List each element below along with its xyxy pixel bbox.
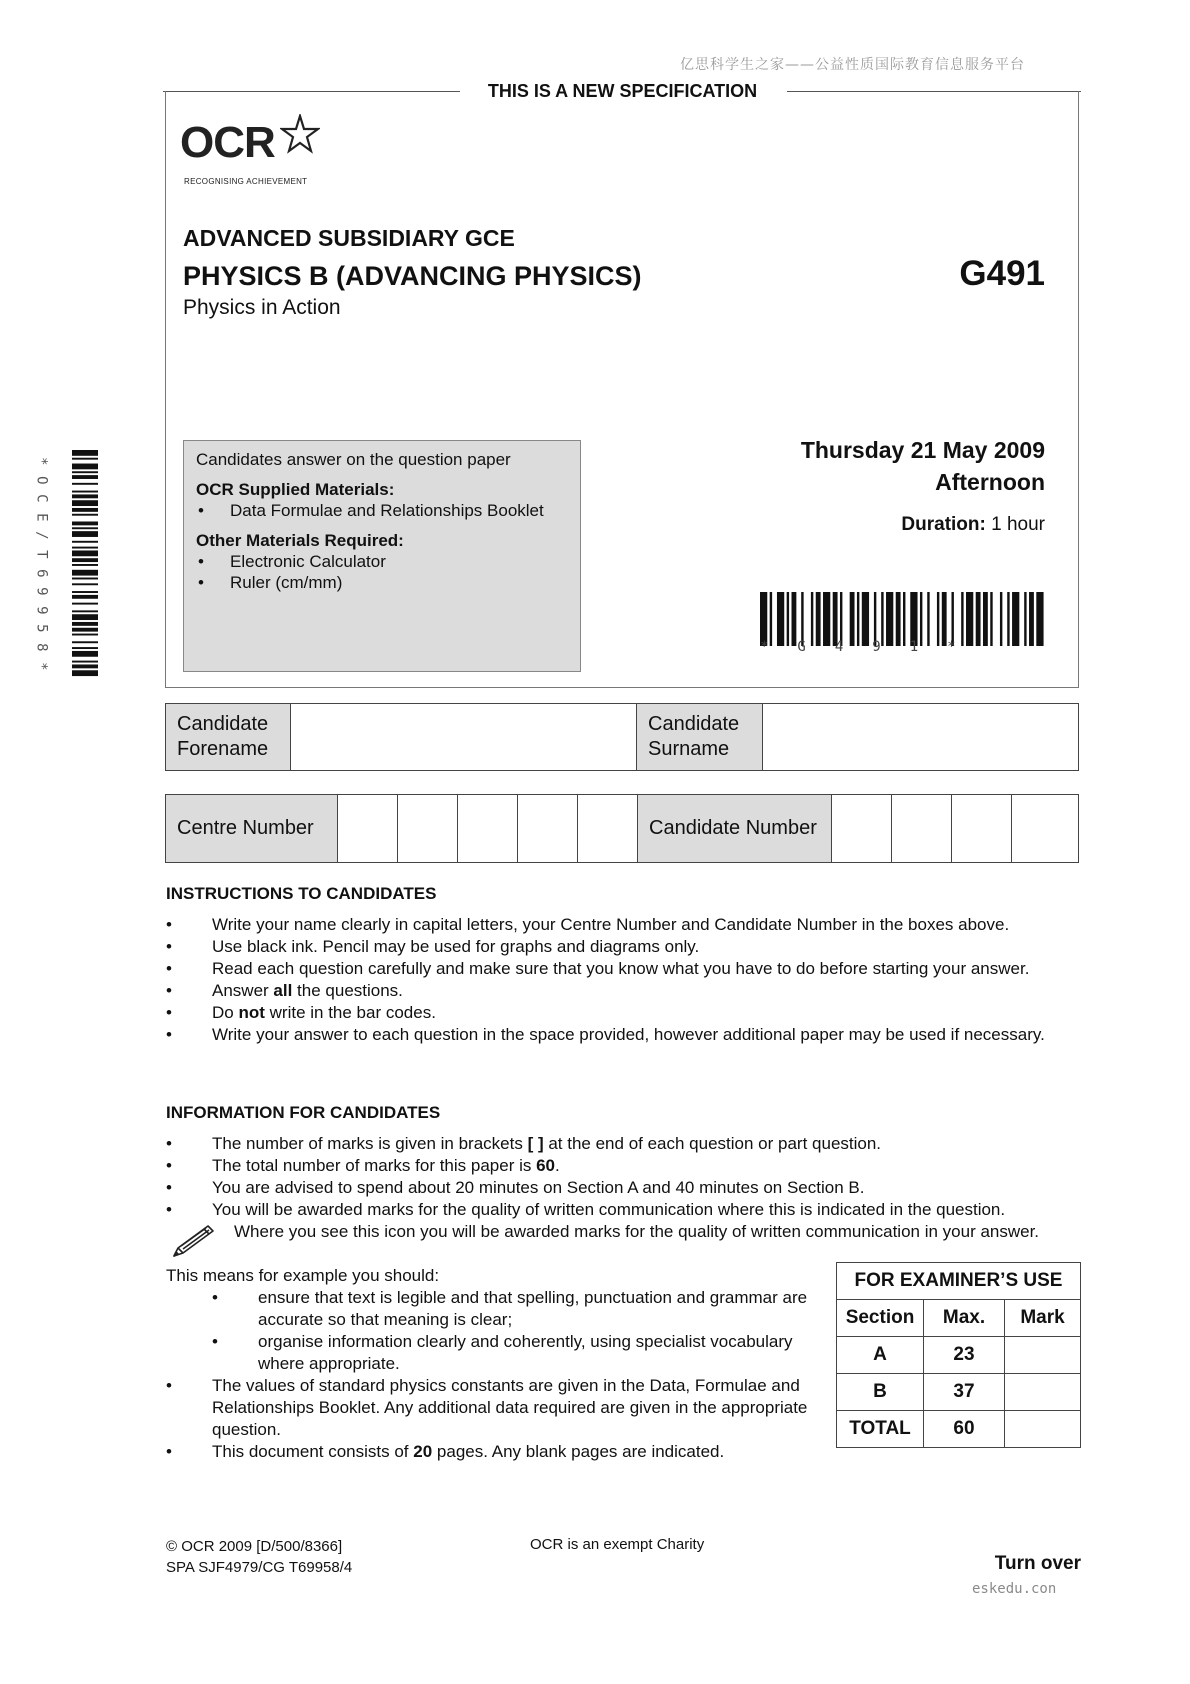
star-icon: [280, 114, 320, 154]
side-barcode-char: O: [33, 475, 50, 485]
surname-label-line: Candidate: [648, 713, 740, 735]
side-barcode-char: *: [33, 661, 50, 671]
forename-label-line: Candidate: [177, 713, 269, 735]
info-item: • You will be awarded marks for the quality of written communication where this is indicated in the question.: [166, 1199, 1086, 1221]
side-barcode-char: *: [33, 457, 50, 466]
info-item: [166, 1441, 816, 1463]
max-cell: 23: [924, 1337, 1005, 1374]
mark-cell[interactable]: [1005, 1337, 1081, 1374]
subject-title: PHYSICS B (ADVANCING PHYSICS): [183, 261, 642, 291]
exam-session: Afternoon: [935, 469, 1045, 495]
info-item: [166, 1155, 1086, 1177]
duration-label: Duration:: [901, 514, 986, 535]
materials-box: [183, 440, 581, 672]
side-barcode-char: C: [33, 494, 50, 503]
duration-value: 1 hour: [991, 514, 1045, 535]
exam-date-block: [740, 434, 1045, 498]
means-item: • ensure that text is legible and that spelling, punctuation and grammar are accurate so that meaning is clear;: [212, 1287, 822, 1331]
centre-number-label: Centre Number: [166, 795, 338, 863]
surname-label-line: Surname: [648, 738, 730, 760]
spec-notice: THIS IS A NEW SPECIFICATION: [487, 81, 758, 101]
centre-number-box[interactable]: [338, 795, 398, 863]
component-title: Physics in Action: [183, 296, 341, 319]
duration: [740, 514, 1045, 536]
section-cell: B: [837, 1374, 924, 1411]
max-cell: 60: [924, 1411, 1005, 1448]
table-row: [837, 1374, 1081, 1411]
qwc-icon-note: Where you see this icon you will be awarded marks for the quality of written communication in your answer.: [234, 1222, 1040, 1241]
instruction-emphasis: all: [273, 981, 293, 1000]
side-barcode-char: 9: [33, 605, 50, 615]
col-header: Max.: [924, 1300, 1005, 1337]
supplied-item: • Data Formulae and Relationships Booklet: [196, 500, 568, 521]
spa-code: SPA SJF4979/CG T69958/4: [166, 1559, 353, 1576]
information-list-continued: [166, 1375, 816, 1463]
footer-left: [166, 1536, 352, 1578]
unit-code: G491: [959, 254, 1045, 293]
turn-over: Turn over: [994, 1553, 1081, 1574]
instruction-text: Answer: [212, 981, 274, 1000]
candidate-name-table: [165, 703, 1079, 771]
forename-field[interactable]: [291, 704, 637, 771]
side-barcode-text: [33, 452, 49, 675]
section-cell: A: [837, 1337, 924, 1374]
instruction-item: • Write your name clearly in capital letters, your Centre Number and Candidate Number in the boxes above.: [166, 914, 1086, 936]
side-barcode-char: T: [33, 550, 50, 559]
info-emphasis: [ ]: [527, 1134, 544, 1153]
instructions-list: [166, 914, 1086, 1046]
watermark-top: 亿思科学生之家——公益性质国际教育信息服务平台: [680, 57, 1025, 73]
side-barcode-char: E: [33, 512, 50, 522]
instruction-text: write in the bar codes.: [264, 1003, 436, 1022]
logo-word: OCR: [180, 118, 275, 167]
info-text: The total number of marks for this paper is: [212, 1156, 537, 1175]
info-emphasis: 20: [413, 1442, 433, 1461]
side-barcode-char: 6: [33, 568, 50, 578]
ocr-logo: [180, 118, 275, 168]
candidate-number-box[interactable]: [892, 795, 952, 863]
col-header: Mark: [1005, 1300, 1081, 1337]
candidate-number-box[interactable]: [832, 795, 892, 863]
side-barcode: [72, 450, 98, 678]
means-item: • organise information clearly and coherently, using specialist vocabulary where appropriate.: [212, 1331, 822, 1375]
forename-label: [166, 704, 291, 771]
other-item: • Electronic Calculator: [196, 551, 568, 572]
site-watermark: eskedu.con: [972, 1581, 1057, 1597]
candidate-number-box[interactable]: [1012, 795, 1079, 863]
info-text: pages. Any blank pages are indicated.: [432, 1442, 725, 1461]
barcode: [760, 592, 1046, 646]
information-heading: INFORMATION FOR CANDIDATES: [166, 1103, 441, 1122]
surname-field[interactable]: [763, 704, 1079, 771]
table-row: [837, 1337, 1081, 1374]
forename-label-line: Forename: [177, 738, 269, 760]
centre-number-box[interactable]: [398, 795, 458, 863]
candidate-number-label: Candidate Number: [638, 795, 832, 863]
answer-note: Candidates answer on the question paper: [196, 450, 511, 469]
candidate-number-table: [165, 794, 1079, 863]
centre-number-box[interactable]: [578, 795, 638, 863]
side-barcode-char: /: [33, 531, 50, 540]
info-item: [166, 1133, 1086, 1155]
means-text: This means for example you should:: [166, 1266, 440, 1285]
side-barcode-char: 9: [33, 587, 50, 596]
col-header: Section: [837, 1300, 924, 1337]
information-list: [166, 1133, 1086, 1221]
info-item: • You are advised to spend about 20 minutes on Section A and 40 minutes on Section B.: [166, 1177, 1086, 1199]
charity-note: OCR is an exempt Charity: [530, 1536, 705, 1553]
info-emphasis: 60: [536, 1156, 556, 1175]
instruction-emphasis: not: [238, 1003, 265, 1022]
side-barcode-char: 8: [33, 643, 50, 652]
instruction-item: [166, 1002, 1086, 1024]
instruction-text: the questions.: [292, 981, 403, 1000]
info-item: • The values of standard physics constants are given in the Data, Formulae and Relationships Booklet. Any additional data required are given in the appropriate question.: [166, 1375, 816, 1441]
exam-date: Thursday 21 May 2009: [800, 437, 1045, 463]
max-cell: 37: [924, 1374, 1005, 1411]
side-barcode-char: 5: [33, 624, 50, 633]
examiner-title: FOR EXAMINER’S USE: [837, 1263, 1081, 1300]
instruction-item: • Use black ink. Pencil may be used for graphs and diagrams only.: [166, 936, 1086, 958]
instruction-item: • Write your answer to each question in the space provided, however additional paper may be used if necessary.: [166, 1024, 1086, 1046]
info-text: The number of marks is given in brackets: [212, 1134, 528, 1153]
other-item: • Ruler (cm/mm): [196, 572, 568, 593]
copyright: © OCR 2009 [D/500/8366]: [166, 1538, 343, 1555]
instructions-heading: INSTRUCTIONS TO CANDIDATES: [166, 884, 437, 903]
other-heading: Other Materials Required:: [196, 531, 404, 550]
qualification: ADVANCED SUBSIDIARY GCE: [183, 225, 515, 251]
instruction-text: Do: [212, 1003, 239, 1022]
pencil-icon: [168, 1220, 220, 1262]
barcode-text: *G491*: [760, 639, 985, 655]
table-row: [837, 1411, 1081, 1448]
info-text: .: [555, 1156, 560, 1175]
centre-number-box[interactable]: [458, 795, 518, 863]
logo-tagline: RECOGNISING ACHIEVEMENT: [184, 177, 308, 186]
means-list: [212, 1287, 822, 1375]
instruction-item: • Read each question carefully and make sure that you know what you have to do before starting your answer.: [166, 958, 1086, 980]
mark-cell[interactable]: [1005, 1374, 1081, 1411]
supplied-heading: OCR Supplied Materials:: [196, 480, 395, 499]
candidate-number-box[interactable]: [952, 795, 1012, 863]
section-cell: TOTAL: [837, 1411, 924, 1448]
surname-label: [637, 704, 763, 771]
centre-number-box[interactable]: [518, 795, 578, 863]
instruction-item: [166, 980, 1086, 1002]
info-text: This document consists of: [212, 1442, 414, 1461]
mark-cell[interactable]: [1005, 1411, 1081, 1448]
examiner-table: [836, 1262, 1081, 1448]
info-text: at the end of each question or part question.: [543, 1134, 882, 1153]
